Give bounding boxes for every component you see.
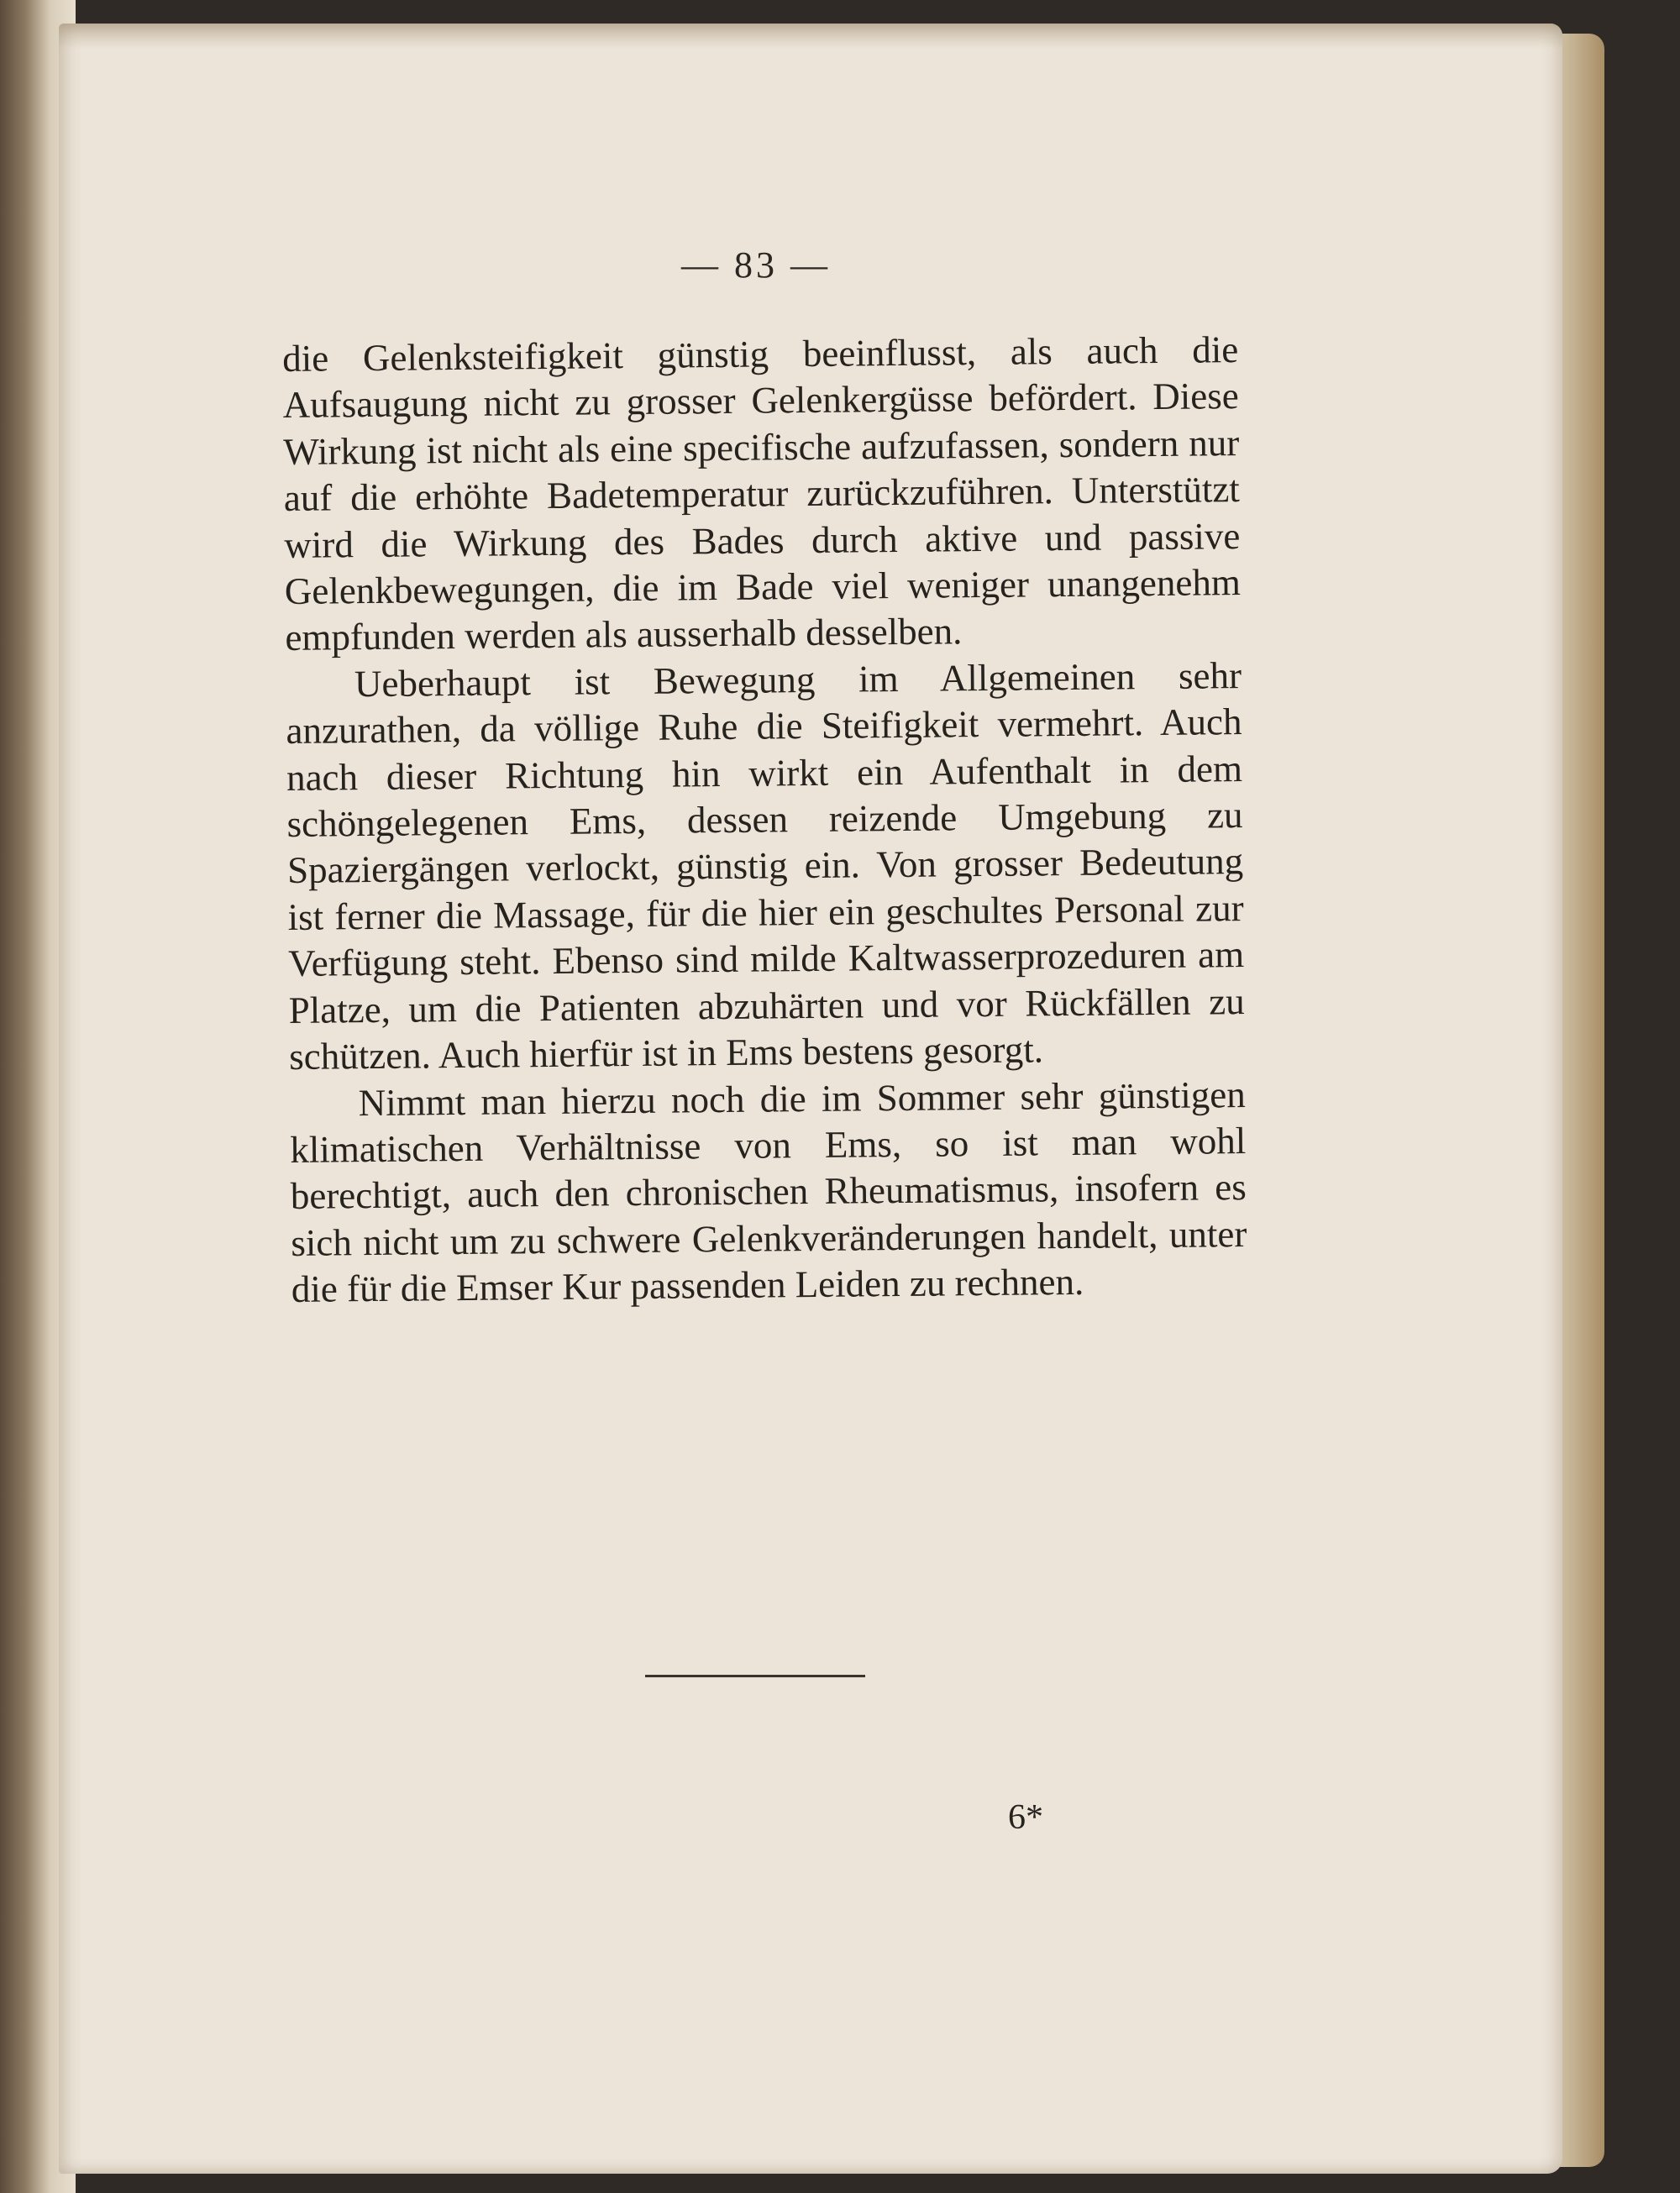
section-divider [645,1675,865,1677]
page-body [282,327,1247,1313]
page-number-header: — 83 — [681,244,831,286]
page-top-shadow [59,24,1562,49]
signature-mark: 6* [1008,1798,1043,1837]
paragraph-3: Nimmt man hierzu noch die im Sommer sehr günstigen klimatischen Verhältnisse von Ems, so ist man wohl berechtigt, auch den chronischen Rheumatismus, insofern es sich nicht um zu schwere Gelenkveränderungen handelt, unter die für die Emser Kur passenden Leiden zu rechnen. [290,1073,1247,1311]
paragraph-1: die Gelenksteifigkeit günstig beeinflusst, als auch die Aufsaugung nicht zu grosser Gelenkergüsse befördert. Diese Wirkung ist nicht als eine specifische aufzufassen, sondern nur auf die erhöhte Badetemperatur zurückzuführen. Unterstützt wird die Wirkung des Bades durch aktive und passive Gelenkbewegungen, die im Bade viel weniger unangenehm empfunden werden als ausserhalb desselben. [282,328,1242,659]
paragraph-2: Ueberhaupt ist Bewegung im Allgemeinen sehr anzurathen, da völlige Ruhe die Steifigkeit vermehrt. Auch nach dieser Richtung hin wirkt ein Aufenthalt in dem schöngelegenen Ems, dessen reizende Umgebung zu Spaziergängen verlockt, günstig ein. Von grosser Bedeutung ist ferner die Massage, für die hier ein geschultes Personal zur Verfügung steht. Ebenso sind milde Kaltwasserprozeduren am Platze, um die Patienten abzuhärten und vor Rückfällen zu schützen. Auch hierfür ist in Ems bestens gesorgt. [286,653,1245,1078]
